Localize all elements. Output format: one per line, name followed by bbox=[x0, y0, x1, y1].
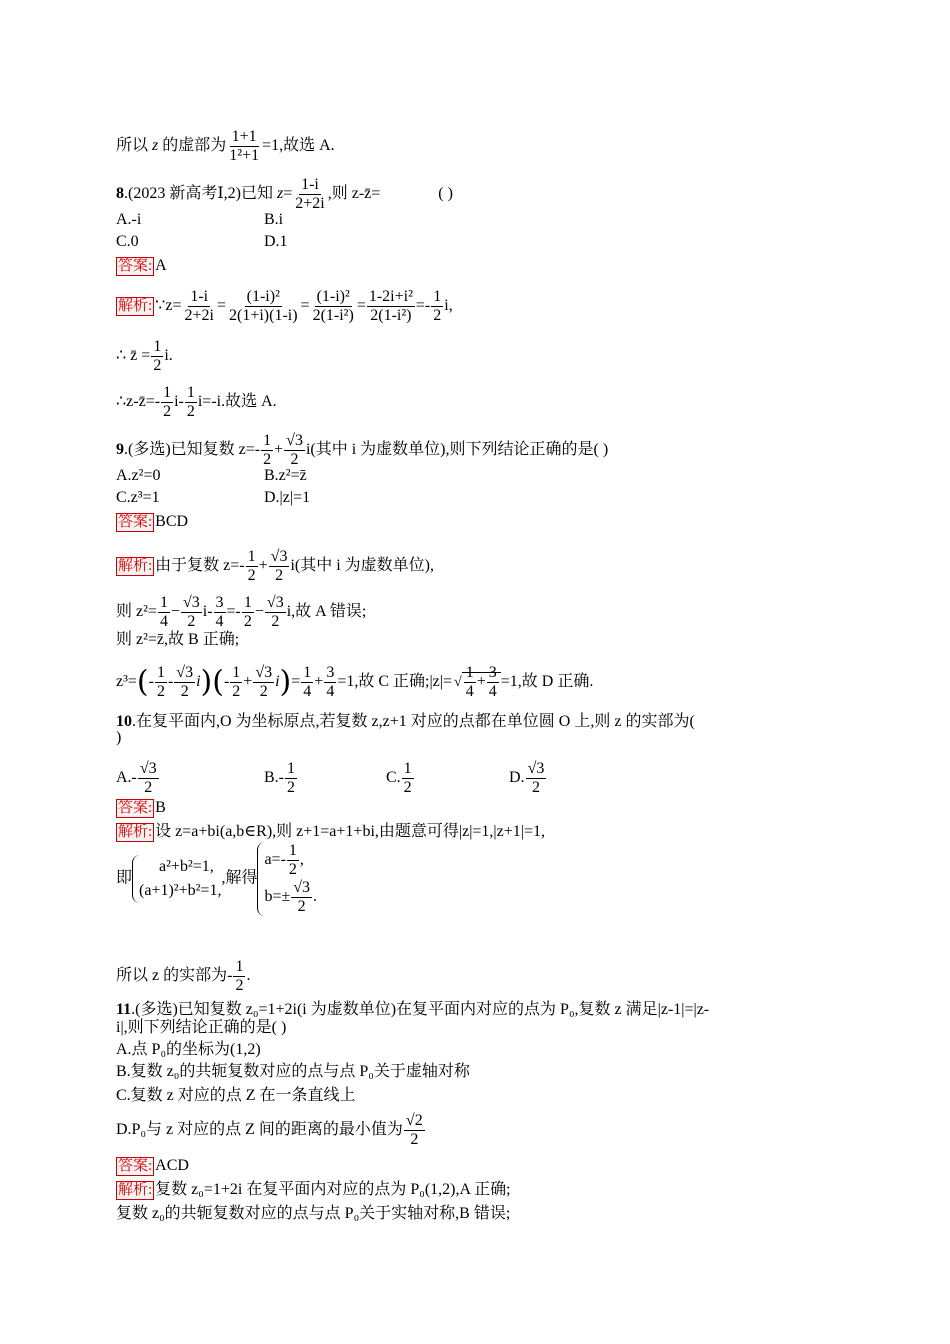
fraction bbox=[138, 760, 159, 797]
numerator: 3 bbox=[215, 594, 224, 611]
option-d: D.1 bbox=[264, 233, 288, 250]
fraction bbox=[230, 664, 242, 701]
question-11-cont bbox=[116, 1018, 286, 1038]
numerator: 1 bbox=[243, 594, 252, 611]
option-row bbox=[116, 760, 547, 797]
numerator: 1 bbox=[235, 958, 244, 975]
option-d bbox=[509, 760, 547, 797]
explanation-line: 解析: ∵z= $\frac{1-i}{2+2i}$ = $\frac{\text{(1-i)²}}{2(1+i)(1-i)}$ = $\frac{\text{(1-i)²}}{\text{2(1-i²)}}$ = $\frac{\text{1-2i+i²}}{\text{2(1-i²)}}$ =- $\frac{1}{2}$ i, bbox=[118, 288, 453, 324]
denominator: 4 bbox=[215, 613, 224, 630]
numerator: √3 bbox=[182, 594, 200, 611]
text: ,解得 bbox=[221, 869, 258, 887]
numerator: 1 bbox=[465, 664, 474, 681]
equation-system bbox=[132, 855, 221, 903]
fraction bbox=[293, 176, 326, 213]
explanation-line bbox=[116, 1204, 510, 1224]
denominator: 2 bbox=[163, 403, 172, 420]
question-number: 10 bbox=[116, 713, 132, 730]
var: z bbox=[152, 137, 159, 155]
denominator: 2 bbox=[263, 451, 272, 468]
numerator: √3 bbox=[176, 664, 194, 681]
text: 所以 bbox=[116, 137, 149, 155]
text: =- bbox=[226, 603, 241, 621]
answer-paren: ( ) bbox=[438, 185, 453, 203]
denominator: 4 bbox=[326, 683, 335, 700]
denominator: 2(1+i)(1-i) bbox=[228, 307, 298, 324]
option-row bbox=[116, 210, 283, 230]
numerator: 1 bbox=[403, 760, 412, 777]
text: i|,则下列结论正确的是( ) bbox=[116, 1019, 287, 1036]
option-d: D.|z|=1 bbox=[264, 489, 311, 506]
fraction bbox=[227, 128, 261, 165]
option-label: D. bbox=[509, 769, 525, 787]
denominator: 2 bbox=[288, 861, 297, 878]
option-c bbox=[386, 760, 509, 797]
numerator: 1-i bbox=[190, 288, 209, 305]
answer-line bbox=[116, 798, 166, 818]
explanation-line bbox=[116, 1180, 511, 1200]
fraction bbox=[253, 664, 274, 701]
solution-system: a=- $\frac{1}{2}$ , b=± $\frac{√3}{2}$ . bbox=[257, 842, 317, 916]
explanation-label: 解析: bbox=[118, 824, 153, 840]
answer-label: 答案: bbox=[118, 1158, 153, 1174]
numerator: 1 bbox=[433, 288, 442, 305]
denominator: 2 bbox=[232, 683, 241, 700]
denominator: 2 bbox=[235, 977, 244, 994]
explanation-label: 解析: bbox=[118, 558, 153, 575]
text: b=± bbox=[264, 888, 291, 906]
fraction bbox=[269, 548, 290, 585]
explanation-label: 解析: bbox=[118, 1182, 153, 1198]
denominator: 2 bbox=[531, 779, 540, 796]
fraction bbox=[265, 594, 286, 631]
option-b: B.i bbox=[264, 211, 284, 228]
text: 即 bbox=[116, 869, 133, 887]
explanation-system bbox=[116, 842, 317, 916]
fraction bbox=[151, 338, 163, 375]
option-c: C.z³=1 bbox=[116, 489, 160, 506]
answer-value: A bbox=[155, 257, 167, 274]
denominator: 2 bbox=[153, 357, 162, 374]
text: ,则 z-z̄= bbox=[327, 185, 381, 203]
denominator: 4 bbox=[303, 683, 312, 700]
answer-label: 答案: bbox=[118, 258, 153, 274]
fraction bbox=[311, 288, 356, 325]
question-number: 9 bbox=[116, 441, 124, 459]
option-row bbox=[116, 488, 310, 508]
text: .在复平面内,O 为坐标原点,若复数 z,z+1 对应的点都在单位圆 O 上,则 z 的实部为( bbox=[132, 713, 695, 730]
text: =- bbox=[415, 297, 431, 315]
denominator: 2 bbox=[259, 683, 268, 700]
answer-label: 答案: bbox=[118, 514, 153, 530]
fraction bbox=[367, 288, 415, 325]
option-text: A.点 P₀的坐标为(1,2) bbox=[116, 1041, 261, 1058]
text: =1,故 D 正确. bbox=[500, 673, 594, 691]
denominator: 2 bbox=[287, 779, 295, 796]
denominator: 1²+1 bbox=[229, 147, 260, 164]
denominator: 2 bbox=[271, 613, 280, 630]
option-b bbox=[116, 1062, 470, 1082]
fraction bbox=[285, 760, 297, 797]
question-10-cont bbox=[116, 728, 121, 748]
text: = bbox=[283, 185, 293, 203]
text: 所以 z 的实部为- bbox=[116, 967, 233, 985]
denominator: 2 bbox=[275, 567, 284, 584]
numerator: √2 bbox=[405, 1112, 423, 1129]
explanation-line: 所以 z 的实部为- $\frac{1}{2}$ . bbox=[116, 958, 251, 994]
numerator: 1 bbox=[288, 842, 297, 859]
option-label: A.- bbox=[116, 769, 137, 787]
fraction bbox=[181, 594, 202, 631]
fraction bbox=[301, 664, 313, 701]
denominator: 2 bbox=[156, 683, 165, 700]
numerator: 3 bbox=[326, 664, 335, 681]
numerator: √3 bbox=[286, 432, 303, 449]
numerator: √3 bbox=[270, 548, 288, 565]
numerator: √3 bbox=[139, 760, 157, 777]
square-root: √ $\frac{1}{4}$ + $\frac{3}{4}$ bbox=[452, 664, 501, 701]
fraction bbox=[404, 1112, 425, 1149]
option-a: A.z²=0 bbox=[116, 467, 161, 484]
question-11 bbox=[116, 1000, 709, 1020]
equation: a²+b²=1, bbox=[159, 858, 214, 875]
fraction bbox=[464, 664, 476, 701]
fraction bbox=[261, 432, 273, 469]
text: =1,故选 A. bbox=[262, 137, 335, 155]
paren: ( bbox=[136, 664, 149, 700]
numerator: (1-i)² bbox=[246, 288, 280, 305]
option-b bbox=[264, 760, 386, 797]
text: + bbox=[274, 441, 284, 459]
numerator: √3 bbox=[527, 760, 545, 777]
numerator: 1 bbox=[186, 384, 195, 401]
fraction bbox=[487, 664, 499, 701]
option-d bbox=[116, 1112, 426, 1149]
denominator: 4 bbox=[465, 683, 474, 700]
fraction bbox=[214, 594, 226, 631]
fraction bbox=[242, 594, 254, 631]
numerator: (1-i)² bbox=[316, 288, 350, 305]
numerator: √3 bbox=[293, 879, 311, 896]
text: .(2023 新高考Ⅰ,2)已知 bbox=[124, 185, 277, 203]
numerator: 1+1 bbox=[231, 128, 257, 145]
option-row bbox=[116, 232, 288, 252]
denominator: 2 bbox=[433, 307, 442, 324]
text: i- bbox=[202, 603, 213, 621]
option-a bbox=[116, 1040, 261, 1060]
explanation-line bbox=[116, 384, 277, 421]
text: =1,故 C 正确;|z|= bbox=[337, 673, 453, 691]
numerator: 1 bbox=[247, 548, 256, 565]
text: 设 z=a+bi(a,b∈R),则 z+1=a+1+bi,由题意可得|z|=1,|z+1|=1, bbox=[155, 823, 545, 840]
numerator: 1 bbox=[153, 338, 162, 355]
answer-line bbox=[116, 256, 167, 276]
numerator: 1 bbox=[287, 760, 295, 777]
denominator: 4 bbox=[159, 613, 168, 630]
text: i. bbox=[164, 347, 173, 365]
fraction bbox=[287, 842, 299, 879]
denominator: 2+2i bbox=[184, 307, 214, 324]
fraction bbox=[227, 288, 300, 325]
numerator: 1 bbox=[163, 384, 172, 401]
numerator: √3 bbox=[266, 594, 284, 611]
option-label: C. bbox=[386, 769, 401, 787]
option-a: A.-i bbox=[116, 211, 142, 228]
denominator: 2 bbox=[187, 613, 196, 630]
denominator: 2 bbox=[243, 613, 252, 630]
fraction bbox=[185, 384, 197, 421]
numerator: √3 bbox=[255, 664, 273, 681]
option-label: B.- bbox=[264, 769, 284, 787]
denominator: 2 bbox=[410, 1131, 419, 1148]
paren: )( bbox=[200, 664, 224, 700]
answer-line bbox=[116, 512, 188, 532]
explanation-label: 解析: bbox=[118, 298, 153, 315]
option-text: C.复数 z 对应的点 Z 在一条直线上 bbox=[116, 1087, 356, 1104]
numerator: 1 bbox=[159, 594, 168, 611]
text: i,故 A 错误; bbox=[286, 603, 367, 621]
fraction bbox=[158, 594, 170, 631]
text: 复数 z₀=1+2i 在复平面内对应的点为 P₀(1,2),A 正确; bbox=[155, 1181, 511, 1198]
denominator: 2 bbox=[180, 683, 189, 700]
denominator: 2 bbox=[297, 898, 306, 915]
question-number: 8 bbox=[116, 185, 124, 203]
text: i(其中 i 为虚数单位), bbox=[290, 557, 435, 575]
text: 则 z²=z̄,故 B 正确; bbox=[116, 631, 240, 648]
fraction bbox=[182, 288, 215, 325]
prev-solution-line bbox=[116, 128, 335, 165]
text: .(多选)已知复数 z₀=1+2i(i 为虚数单位)在复平面内对应的点为 P₀,复数 z 满足|z-1|=|z- bbox=[131, 1001, 710, 1018]
question-9 bbox=[116, 432, 608, 469]
option-b: B.z²=z̄ bbox=[264, 467, 307, 484]
explanation-line: 则 z²= $\frac{1}{4}$ − $\frac{√3}{2}$ i- $\frac{3}{4}$ =- $\frac{1}{2}$ − $\frac{√3}{2}$ i,故 A 错误; bbox=[116, 594, 367, 630]
text: 的虚部为 bbox=[162, 137, 227, 155]
option-c: C.0 bbox=[116, 233, 139, 250]
answer-line bbox=[116, 1156, 189, 1176]
numerator: 1 bbox=[303, 664, 312, 681]
fraction bbox=[431, 288, 443, 325]
fraction bbox=[174, 664, 195, 701]
denominator: 4 bbox=[488, 683, 497, 700]
numerator: 1 bbox=[263, 432, 272, 449]
denominator: 2(1-i²) bbox=[370, 307, 412, 324]
option-c bbox=[116, 1086, 356, 1106]
text: .(多选)已知复数 z=- bbox=[124, 441, 261, 459]
numerator: 1 bbox=[156, 664, 165, 681]
explanation-line bbox=[116, 630, 239, 650]
text: i(其中 i 为虚数单位),则下列结论正确的是( ) bbox=[305, 441, 609, 459]
equation: (a+1)²+b²=1, bbox=[139, 882, 222, 899]
denominator: 2(1-i²) bbox=[312, 307, 354, 324]
question-8 bbox=[116, 176, 453, 213]
question-number: 11 bbox=[116, 1001, 132, 1018]
denominator: 2 bbox=[144, 779, 153, 796]
answer-label: 答案: bbox=[118, 800, 153, 816]
numerator: 1-i bbox=[301, 176, 319, 193]
text: ) bbox=[116, 729, 122, 746]
text: ∴ z̄ = bbox=[116, 347, 151, 365]
option-row bbox=[116, 466, 307, 486]
fraction bbox=[161, 384, 173, 421]
text: 由于复数 z=- bbox=[155, 557, 245, 575]
fraction bbox=[155, 664, 167, 701]
answer-value: BCD bbox=[155, 513, 189, 530]
text: 复数 z₀的共轭复数对应的点与点 P₀关于实轴对称,B 错误; bbox=[116, 1205, 511, 1222]
explanation-line: z³=(- $\frac{1}{2}$ - $\frac{√3}{2}$ i)(- $\frac{1}{2}$ + $\frac{√3}{2}$ i)= $\frac{1}{4}$ + $\frac{3}{4}$ =1,故 C 正确;|z|= √ $\frac{1}{4}$ + $\frac{3}{4}$ =1,故 D 正确. bbox=[116, 664, 594, 700]
text: z³= bbox=[116, 673, 137, 691]
question-10 bbox=[116, 712, 695, 732]
fraction bbox=[526, 760, 547, 797]
option-text: B.复数 z₀的共轭复数对应的点与点 P₀关于虚轴对称 bbox=[116, 1063, 470, 1080]
numerator: 3 bbox=[488, 664, 497, 681]
fraction bbox=[284, 432, 305, 469]
fraction bbox=[246, 548, 258, 585]
explanation-line: 解析: 由于复数 z=- $\frac{1}{2}$ + $\frac{√3}{2}$ i(其中 i 为虚数单位), bbox=[118, 548, 435, 584]
denominator: 2 bbox=[290, 451, 299, 468]
numerator: 1-2i+i² bbox=[368, 288, 413, 305]
explanation-line bbox=[116, 338, 173, 375]
text: ∵z= bbox=[155, 297, 182, 315]
answer-value: B bbox=[155, 799, 166, 816]
fraction bbox=[402, 760, 414, 797]
denominator: 2 bbox=[403, 779, 412, 796]
denominator: 2 bbox=[186, 403, 195, 420]
explanation-line bbox=[116, 822, 545, 842]
paren: ) bbox=[279, 664, 292, 700]
numerator: 1 bbox=[232, 664, 241, 681]
answer-value: ACD bbox=[155, 1157, 189, 1174]
text: 则 z²= bbox=[116, 603, 157, 621]
option-a bbox=[116, 760, 264, 797]
text: a=- bbox=[264, 851, 286, 869]
fraction bbox=[324, 664, 336, 701]
option-text: D.P₀与 z 对应的点 Z 间的距离的最小值为 bbox=[116, 1121, 403, 1139]
var: z bbox=[276, 185, 284, 203]
fraction bbox=[291, 879, 312, 916]
denominator: 2+2i bbox=[295, 195, 325, 212]
text: ∴z-z̄=- bbox=[116, 393, 161, 411]
text: i- bbox=[174, 393, 184, 411]
text: i, bbox=[444, 297, 453, 315]
text: i=-i.故选 A. bbox=[197, 393, 277, 411]
denominator: 2 bbox=[247, 567, 256, 584]
fraction bbox=[233, 958, 245, 995]
